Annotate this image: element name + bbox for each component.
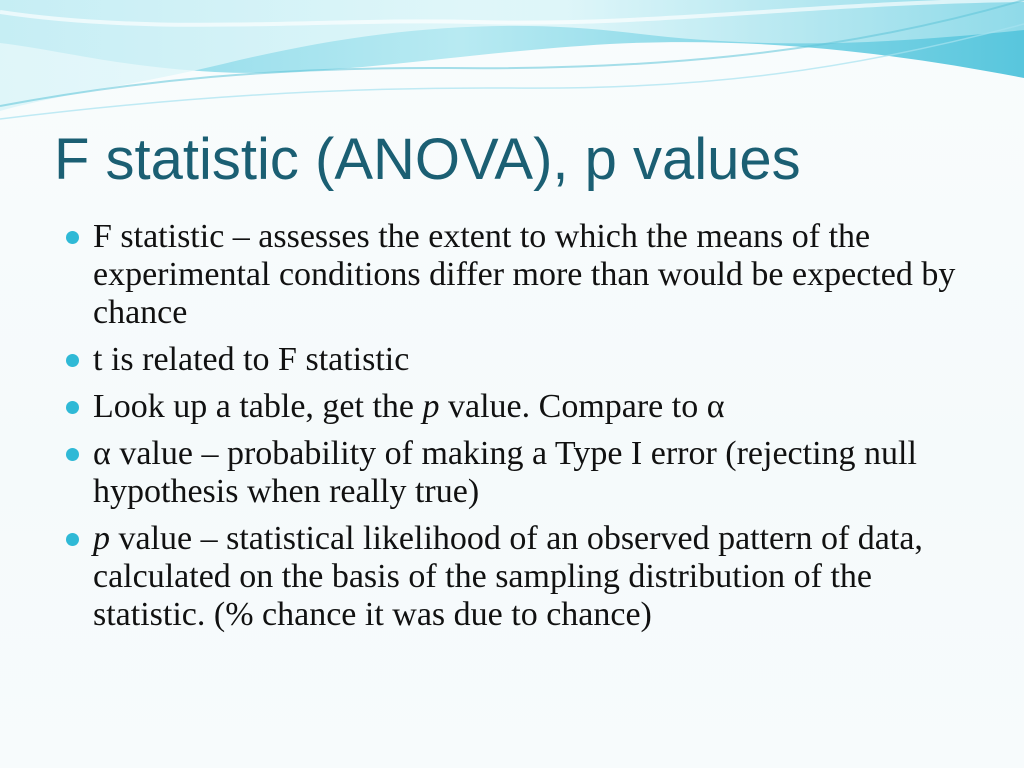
bullet-item	[66, 388, 976, 426]
bullet-item	[66, 218, 976, 332]
bullet-suffix-text: value – statistical likelihood of an observed pattern of data, calculated on the basis of the sampling distribution of the statistic. (% chance it was due to chance)	[93, 520, 923, 633]
bullet-italic-symbol: p	[93, 520, 110, 557]
circle-bullet-icon	[66, 401, 79, 414]
bullet-item	[66, 435, 976, 511]
circle-bullet-icon	[66, 533, 79, 546]
slide-title: F statistic (ANOVA), p values	[54, 127, 801, 192]
bullet-italic-symbol: p	[422, 388, 440, 425]
bullet-item	[66, 341, 976, 379]
circle-bullet-icon	[66, 231, 79, 244]
bullet-item	[66, 520, 976, 634]
bullet-prefix-text: Look up a table, get the	[93, 388, 423, 425]
bullet-list	[66, 218, 976, 643]
circle-bullet-icon	[66, 448, 79, 461]
bullet-text: t is related to F statistic	[93, 341, 410, 378]
bullet-suffix-text: value. Compare to α	[439, 388, 725, 425]
circle-bullet-icon	[66, 354, 79, 367]
header-wave-decoration	[0, 0, 1024, 130]
bullet-text: F statistic – assesses the extent to which the means of the experimental conditions differ more than would be expected by chance	[93, 218, 956, 331]
bullet-text: α value – probability of making a Type I error (rejecting null hypothesis when really true)	[93, 435, 917, 510]
